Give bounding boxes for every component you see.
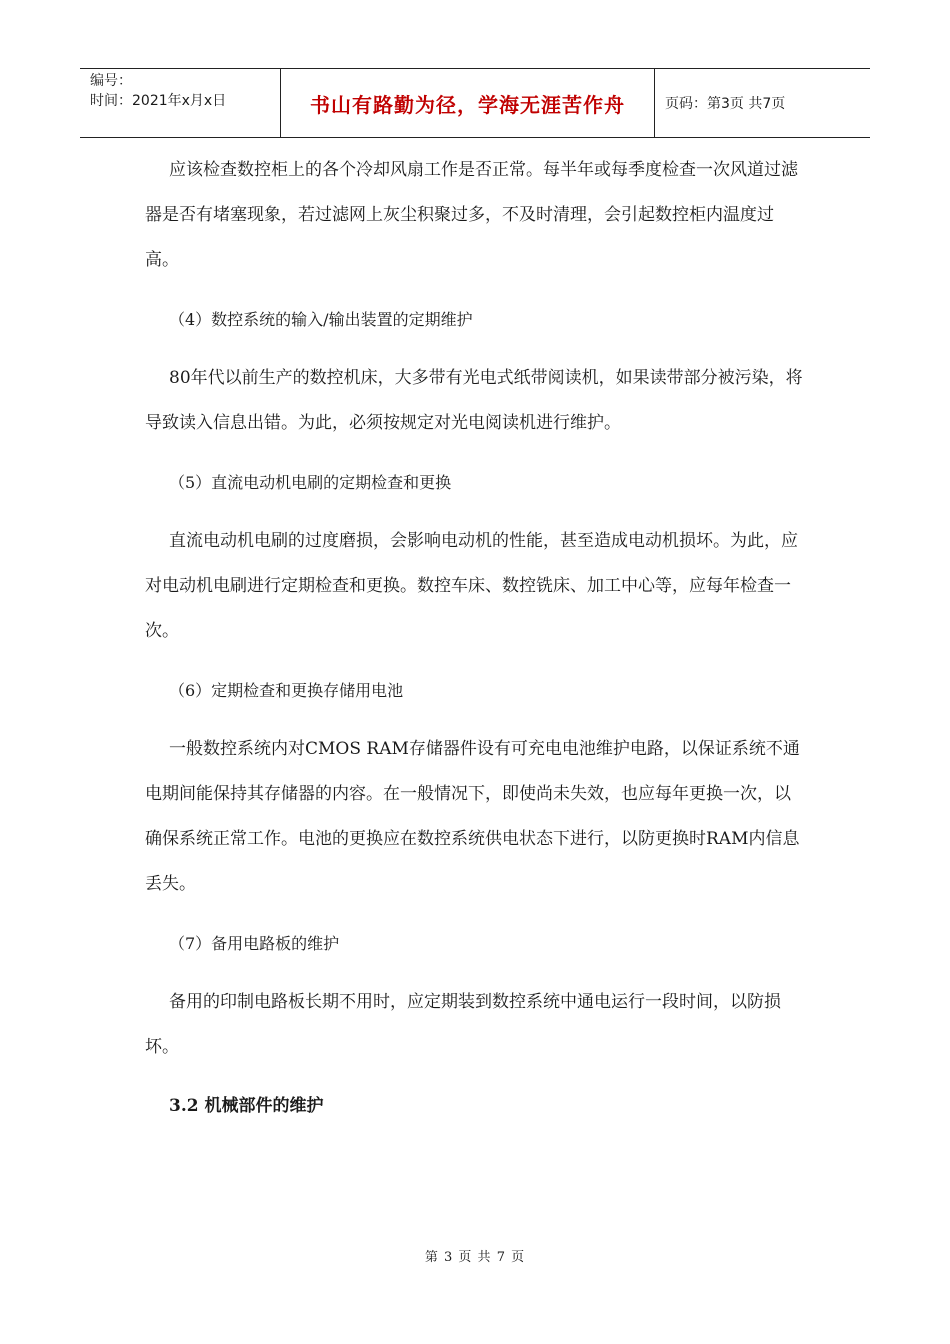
paragraph-battery: 一般数控系统内对CMOS RAM存储器件设有可充电电池维护电路，以保证系统不通电期间能保持其存储器的内容。在一般情况下，即使尚未失效，也应每年更换一次，以确保系统正常工作。电池的更换应在数控系统供电状态下进行，以防更换时RAM内信息丢失。 [145,739,800,894]
paragraph-motor-brushes: 直流电动机电刷的过度磨损，会影响电动机的性能，甚至造成电动机损坏。为此，应对电动机电刷进行定期检查和更换。数控车床、数控铣床、加工中心等，应每年检查一次。 [145,531,798,641]
paragraph-tape-reader: 80年代以前生产的数控机床，大多带有光电式纸带阅读机，如果读带部分被污染，将导致读入信息出错。为此，必须按规定对光电阅读机进行维护。 [145,368,803,433]
subheading-io-maintenance: （4）数控系统的输入/输出装置的定期维护 [169,310,473,329]
document-number: 编号： [90,73,132,89]
subheading-battery: （6）定期检查和更换存储用电池 [169,681,404,700]
document-date: 时间：2021年x月x日 [90,93,227,109]
subheading-spare-boards: （7）备用电路板的维护 [169,934,340,953]
document-body [145,148,805,1129]
paragraph-cooling-fans: 应该检查数控柜上的各个冷却风扇工作是否正常。每半年或每季度检查一次风道过滤器是否有堵塞现象，若过滤网上灰尘积聚过多，不及时清理，会引起数控柜内温度过高。 [145,160,798,270]
subheading-motor-brushes: （5）直流电动机电刷的定期检查和更换 [169,473,452,492]
header-page-info: 页码：第3页 共7页 [665,96,786,112]
header-motto: 书山有路勤为径，学海无涯苦作舟 [280,69,655,137]
page-footer: 第 3 页 共 7 页 [424,1250,526,1265]
document-header [80,68,870,138]
paragraph-spare-boards: 备用的印制电路板长期不用时，应定期装到数控系统中通电运行一段时间，以防损坏。 [145,992,781,1057]
section-heading: 3.2 机械部件的维护 [169,1096,324,1116]
header-meta [80,69,280,137]
